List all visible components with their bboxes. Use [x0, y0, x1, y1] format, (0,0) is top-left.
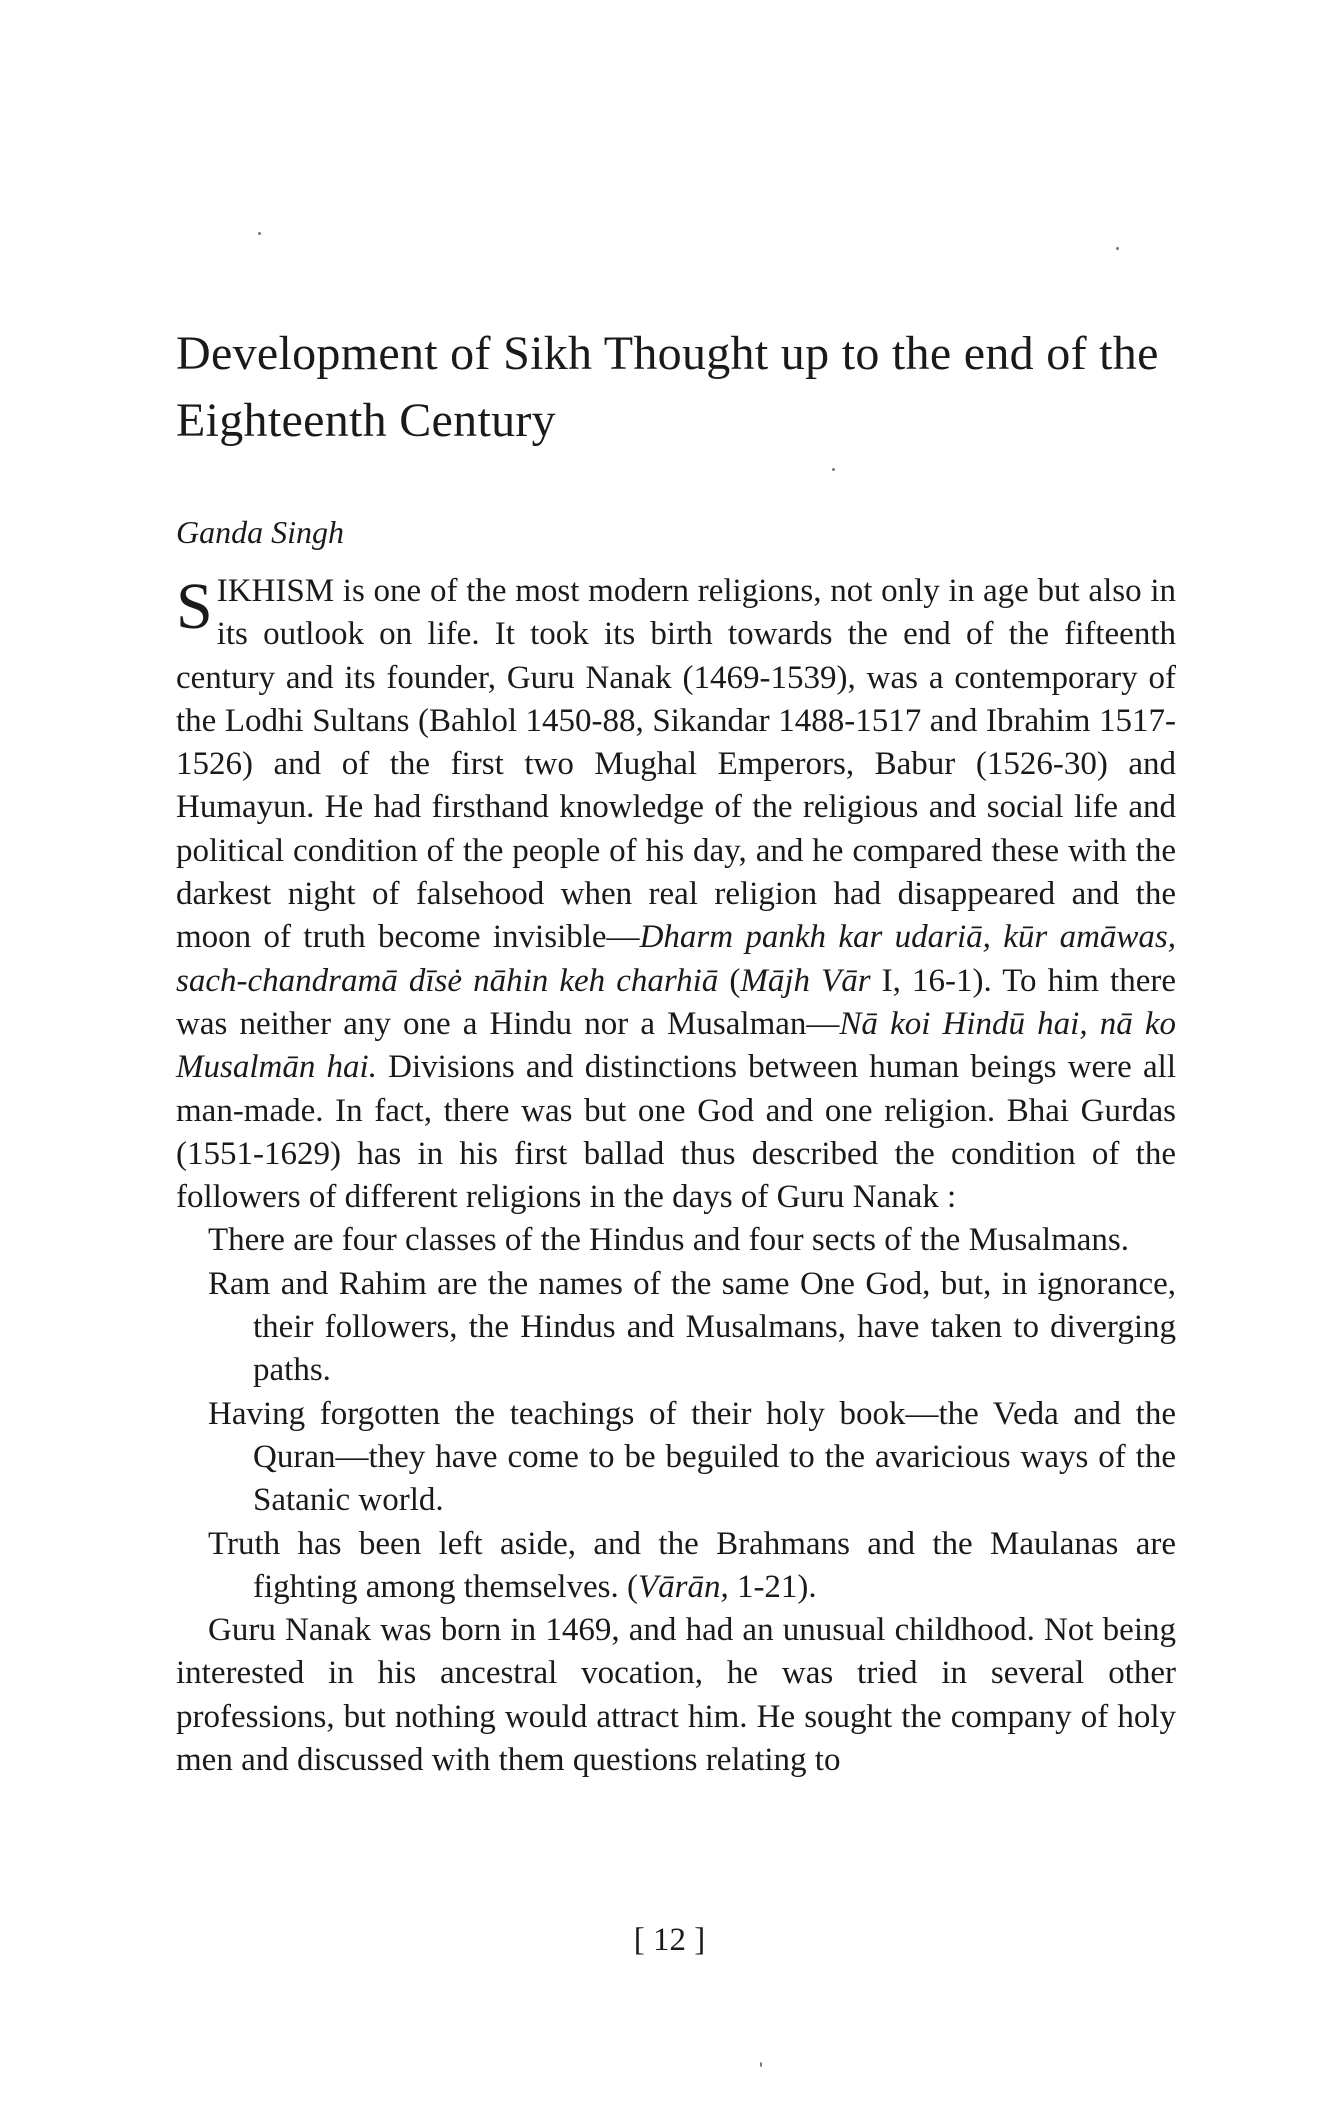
paragraph-1 [176, 570, 1176, 1219]
verse-4-end: 1-21). [728, 1568, 817, 1605]
verse-line: Ram and Rahim are the names of the same One God, but, in ignorance, their followers, the Hindus and Musalmans, have taken to diverging paths. [208, 1265, 1176, 1389]
paragraph-1-mid: I, 16-1). To him there was neither any one a Hindu nor a Musalman— [176, 962, 1176, 1042]
article-title: Development of Sikh Thought up to the end of the Eighteenth Century [176, 327, 1159, 447]
scan-speck [1116, 247, 1119, 250]
author-name: Ganda Singh [176, 514, 344, 550]
source-majh-var: Mājh Vār [740, 962, 871, 999]
verse-block [176, 1219, 1176, 1609]
verse-4-text: Truth has been left aside, and the Brahmans and the Maulanas are fighting among themselves. ( [208, 1525, 1176, 1605]
quote-na-koi-hindu: Nā koi Hindū hai, nā ko Musalmān hai. [176, 1005, 1176, 1086]
drop-cap: S [176, 570, 213, 643]
article-body [176, 570, 1176, 1782]
verse-line [208, 1523, 1176, 1610]
paragraph-1-tail: Divisions and distinctions between human beings were all man-made. In fact, there was but one God and one religion. Bhai Gurdas (1551-1629) has in his first ballad thus described the condition of the followers of different religions in the days of Guru Nanak : [176, 1049, 1177, 1216]
page-number: [ 12 ] [633, 1922, 706, 1958]
quote-dharm-pankh: Dharm pankh kar udariā, kūr amāwas, sach-chandramā dīsė nāhin keh charhiā [176, 919, 1177, 999]
paragraph-1-lead: IKHISM is one of the most modern religions, not only in age but also in its outlook on life. It took its birth towards the end of the fifteenth century and its founder, Guru Nanak (1469-1539), was a contemporary of the Lodhi Sultans (Bahlol 1450-88, Sikandar 1488-1517 and Ibrahim 1517-1526) and of the first two Mughal Emperors, Babur (1526-30) and Humayun. He had firsthand knowledge of the religious and social life and political condition of the people of his day, and he compared these with the darkest night of falsehood when real religion had disappeared and the moon of truth become invisible— [176, 573, 1176, 956]
paragraph-2: Guru Nanak was born in 1469, and had an unusual childhood. Not being interested in his ancestral vocation, he was tried in several other professions, but nothing would attract him. He sought the company of holy men and discussed with them questions relating to [176, 1612, 1176, 1779]
source-varan: Vārān, [637, 1568, 729, 1605]
article [176, 320, 1177, 1779]
scan-speck [760, 2062, 762, 2067]
verse-line: Having forgotten the teachings of their holy book—the Veda and the Quran—they have come to be beguiled to the avaricious ways of the Satanic world. [208, 1395, 1176, 1519]
paren-open: ( [718, 962, 741, 999]
scan-speck [258, 232, 261, 235]
verse-line: There are four classes of the Hindus and four sects of the Musalmans. [208, 1222, 1129, 1259]
